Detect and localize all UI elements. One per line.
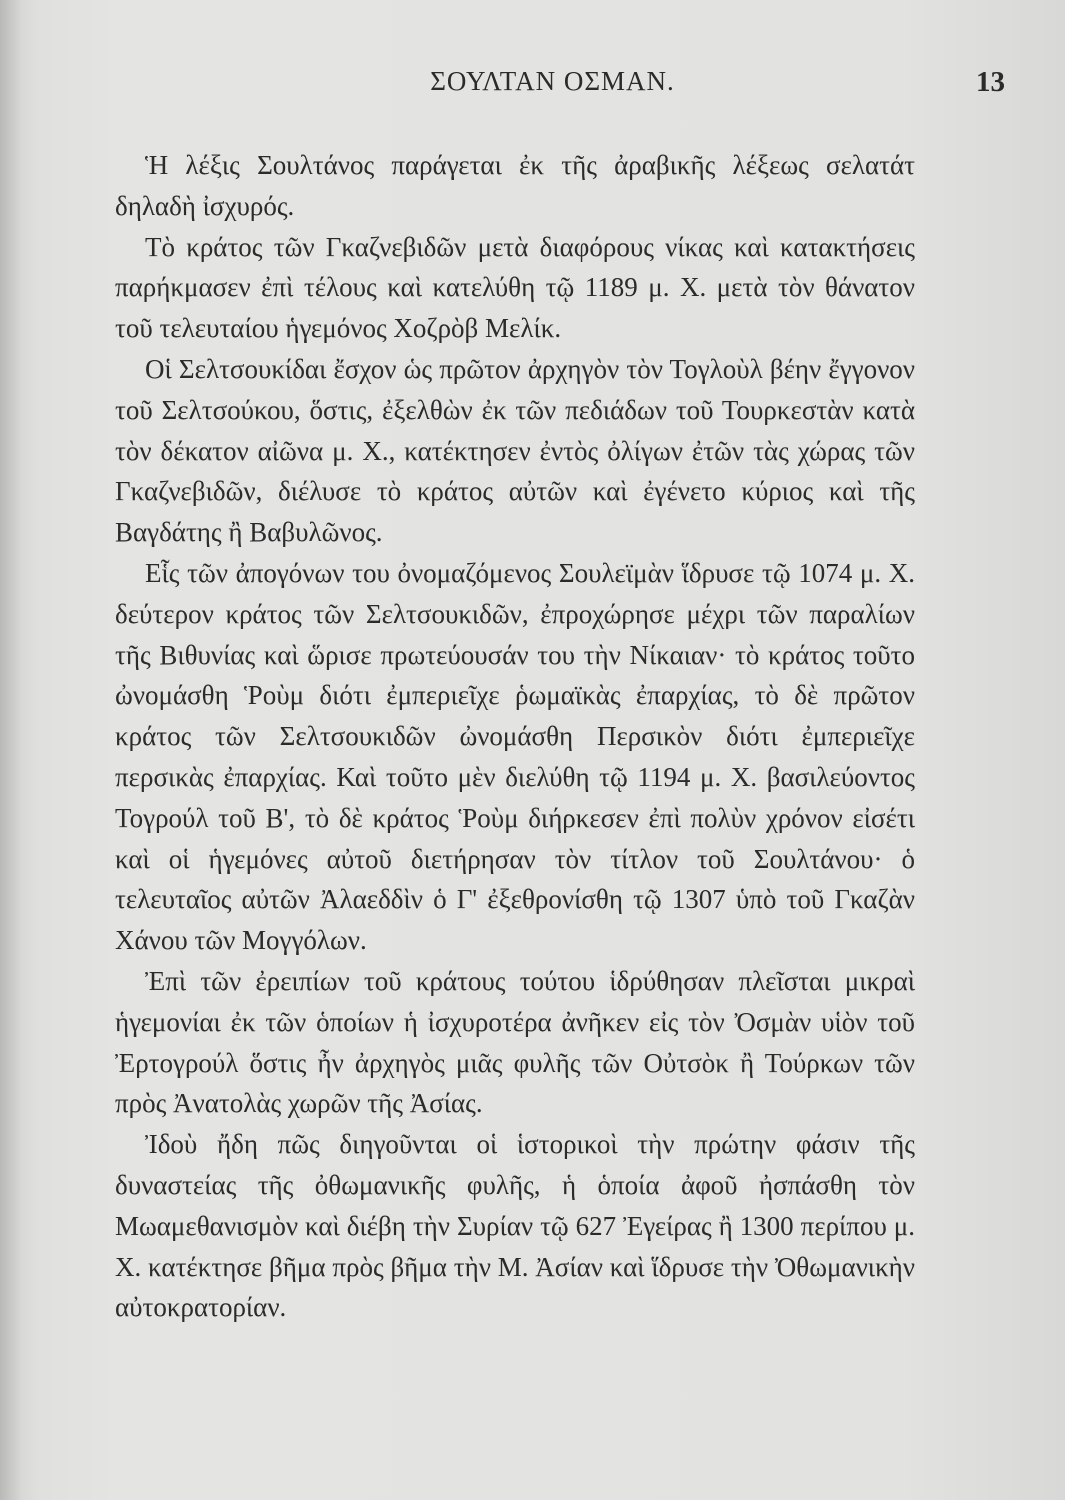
page-gutter — [0, 0, 20, 1500]
paragraph: Εἷς τῶν ἀπογόνων του ὀνομαζόμενος Σουλεϊμὰν ἵδρυσε τῷ 1074 μ. Χ. δεύτερον κράτος τῶν Σελτσουκιδῶν, ἐπροχώρησε μέχρι τῶν παραλίων τῆς Βιθυνίας καὶ ὥρισε πρωτεύουσάν του τὴν Νίκαιαν· τὸ κράτος τοῦτο ὠνομάσθη Ῥοὺμ διότι ἐμπεριεῖχε ῥωμαϊκὰς ἐπαρχίας, τὸ δὲ πρῶτον κράτος τῶν Σελτσουκιδῶν ὠνομάσθη Περσικὸν διότι ἐμπεριεῖχε περσικὰς ἐπαρχίας. Καὶ τοῦτο μὲν διελύθη τῷ 1194 μ. Χ. βασιλεύοντος Τογρούλ τοῦ Β', τὸ δὲ κράτος Ῥοὺμ διήρκεσεν ἐπὶ πολὺν χρόνον εἰσέτι καὶ οἱ ἡγεμόνες αὐτοῦ διετήρησαν τὸν τίτλον τοῦ Σουλτάνου· ὁ τελευταῖος αὐτῶν Ἀλαεδδὶν ὁ Γ' ἐξεθρονίσθη τῷ 1307 ὑπὸ τοῦ Γκαζὰν Χάνου τῶν Μογγόλων. — [115, 557, 915, 956]
page-number: 13 — [976, 66, 1005, 98]
paragraph: Ἡ λέξις Σουλτάνος παράγεται ἐκ τῆς ἀραβικῆς λέξεως σελατάτ δηλαδὴ ἰσχυρός. — [115, 150, 915, 221]
running-title: ΣΟΥΛΤΑΝ ΟΣΜΑΝ. — [430, 66, 675, 96]
paragraph: Τὸ κράτος τῶν Γκαζνεβιδῶν μετὰ διαφόρους νίκας καὶ κατακτήσεις παρήκμασεν ἐπὶ τέλους καὶ κατελύθη τῷ 1189 μ. Χ. μετὰ τὸν θάνατον τοῦ τελευταίου ἡγεμόνος Χοζρὸβ Μελίκ. — [115, 231, 915, 344]
paragraph: Οἱ Σελτσουκίδαι ἔσχον ὡς πρῶτον ἀρχηγὸν τὸν Τογλοὺλ βέην ἔγγονον τοῦ Σελτσούκου, ὅστις, ἐξελθὼν ἐκ τῶν πεδιάδων τοῦ Τουρκεστὰν κατὰ τὸν δέκατον αἰῶνα μ. Χ., κατέκτησεν ἐντὸς ὀλίγων ἐτῶν τὰς χώρας τῶν Γκαζνεβιδῶν, διέλυσε τὸ κράτος αὐτῶν καὶ ἐγένετο κύριος καὶ τῆς Βαγδάτης ἢ Βαβυλῶνος. — [115, 353, 915, 548]
body-text — [115, 145, 915, 1328]
page-header — [100, 66, 1005, 106]
paragraph: Ἐπὶ τῶν ἐρειπίων τοῦ κράτους τούτου ἱδρύθησαν πλεῖσται μικραὶ ἡγεμονίαι ἐκ τῶν ὁποίων ἡ ἰσχυροτέρα ἀνῆκεν εἰς τὸν Ὀσμὰν υἱὸν τοῦ Ἐρτογρούλ ὅστις ἦν ἀρχηγὸς μιᾶς φυλῆς τῶν Οὐτσὸκ ἢ Τούρκων τῶν πρὸς Ἀνατολὰς χωρῶν τῆς Ἀσίας. — [115, 965, 915, 1119]
paragraph: Ἰδοὺ ἤδη πῶς διηγοῦνται οἱ ἱστορικοὶ τὴν πρώτην φάσιν τῆς δυναστείας τῆς ὀθωμανικῆς φυλῆς, ἡ ὁποία ἀφοῦ ἠσπάσθη τὸν Μωαμεθανισμὸν καὶ διέβη τὴν Συρίαν τῷ 627 Ἐγείρας ἢ 1300 περίπου μ. Χ. κατέκτησε βῆμα πρὸς βῆμα τὴν Μ. Ἀσίαν καὶ ἵδρυσε τὴν Ὀθωμανικὴν αὐτοκρατορίαν. — [115, 1129, 915, 1323]
